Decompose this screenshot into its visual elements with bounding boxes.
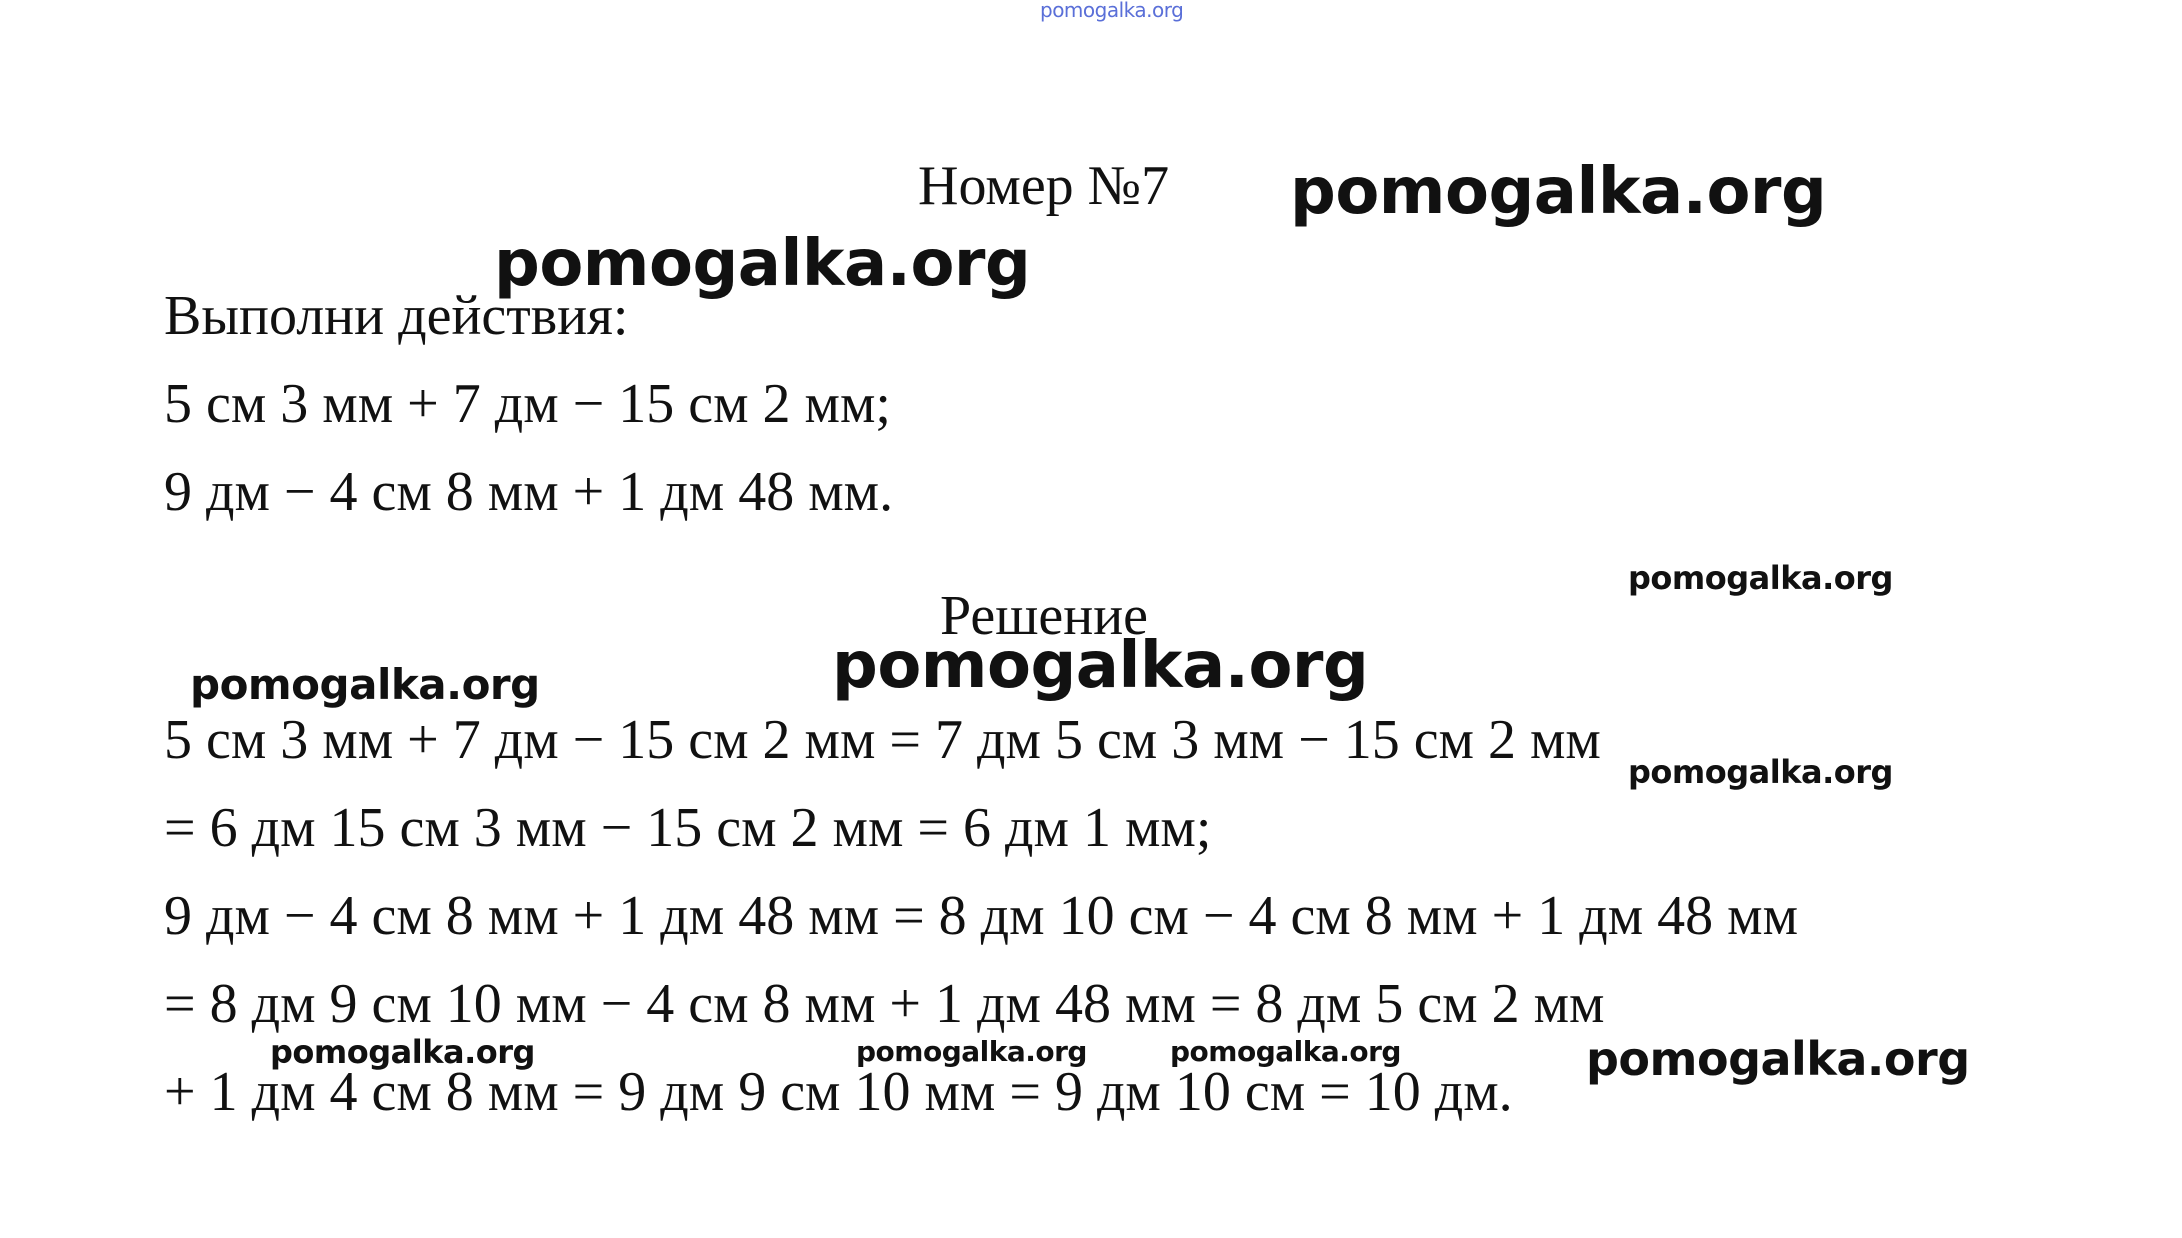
- task-line-2: 9 дм − 4 см 8 мм + 1 дм 48 мм.: [164, 461, 894, 523]
- solution-line-3: 9 дм − 4 см 8 мм + 1 дм 48 мм = 8 дм 10 см − 4 см 8 мм + 1 дм 48 мм: [164, 885, 1799, 947]
- solution-line-5: + 1 дм 4 см 8 мм = 9 дм 9 см 10 мм = 9 дм 10 см = 10 дм.: [164, 1061, 1513, 1123]
- watermark-solution: pomogalka.org: [832, 629, 1369, 703]
- solution-title: Решение: [940, 585, 1149, 647]
- watermark-bottom-3: pomogalka.org: [1170, 1035, 1401, 1068]
- task-line-1: 5 см 3 мм + 7 дм − 15 см 2 мм;: [164, 373, 891, 435]
- solution-line-1: 5 см 3 мм + 7 дм − 15 см 2 мм = 7 дм 5 см 3 мм − 15 см 2 мм: [164, 709, 1601, 771]
- watermark-left: pomogalka.org: [190, 660, 540, 709]
- watermark-top: pomogalka.org: [1040, 0, 1184, 22]
- watermark-bottom-4: pomogalka.org: [1586, 1032, 1970, 1086]
- watermark-bottom-2: pomogalka.org: [856, 1035, 1087, 1068]
- watermark-bottom-1: pomogalka.org: [270, 1033, 535, 1071]
- task-label: Выполни действия:: [164, 285, 629, 347]
- solution-line-4: = 8 дм 9 см 10 мм − 4 см 8 мм + 1 дм 48 мм = 8 дм 5 см 2 мм: [164, 973, 1605, 1035]
- watermark-task: pomogalka.org: [494, 227, 1031, 301]
- page-title: Номер №7: [918, 155, 1170, 217]
- watermark-right-2: pomogalka.org: [1628, 753, 1893, 791]
- watermark-right-1: pomogalka.org: [1628, 559, 1893, 597]
- solution-line-2: = 6 дм 15 см 3 мм − 15 см 2 мм = 6 дм 1 мм;: [164, 797, 1212, 859]
- watermark-title-right: pomogalka.org: [1290, 155, 1827, 229]
